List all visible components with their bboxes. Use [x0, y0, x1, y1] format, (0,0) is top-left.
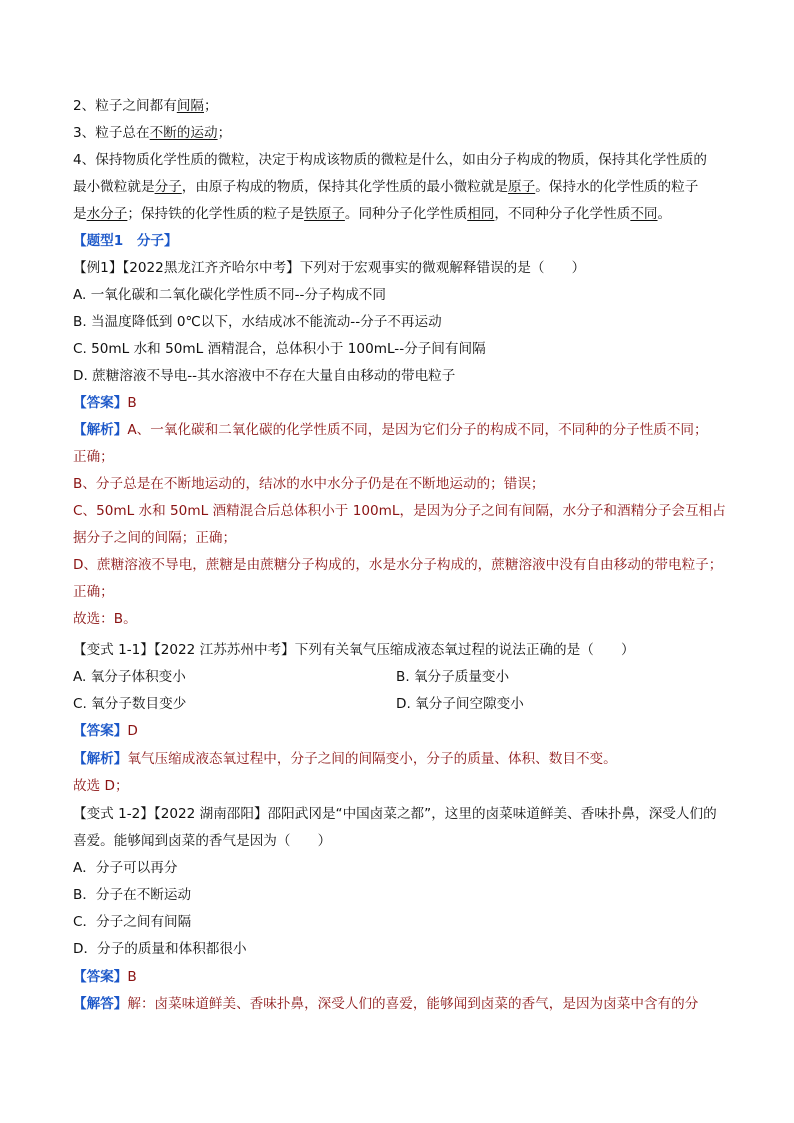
underlined-term: 不断的运动 — [149, 125, 218, 141]
underlined-term: 原子 — [508, 179, 536, 195]
variant-1-2-option-b: B．分子在不断运动 — [73, 887, 192, 903]
variant-1-2-analysis: 【解答】解：卤菜味道鲜美、香味扑鼻，深受人们的喜爱，能够闻到卤菜的香气，是因为卤菜中含有的分 — [73, 996, 699, 1012]
example-1-option-d: D. 蔗糖溶液不导电--其水溶液中不存在大量自由移动的带电粒子 — [73, 368, 456, 384]
underlined-term: 间隔 — [176, 98, 204, 114]
variant-1-1-option-d: D. 氧分子间空隙变小 — [396, 696, 524, 712]
example-1-analysis-line: 故选：B。 — [73, 611, 137, 627]
underlined-term: 水分子 — [86, 206, 128, 222]
example-1-analysis-line: D、蔗糖溶液不导电，蔗糖是由蔗糖分子构成的，水是水分子构成的，蔗糖溶液中没有自由移动的带电粒子； — [73, 557, 723, 573]
example-1-analysis-line: 【解析】A、一氧化碳和二氧化碳的化学性质不同，是因为它们分子的构成不同，不同种的分子性质不同； — [73, 422, 708, 438]
underlined-term: 铁原子 — [304, 206, 345, 222]
example-1-analysis-line: 正确； — [73, 449, 114, 465]
variant-1-2-option-c: C．分子之间有间隔 — [73, 914, 192, 930]
variant-1-1-option-c: C. 氧分子数目变少 — [73, 696, 187, 712]
variant-1-1-conclusion: 故选 D； — [73, 778, 129, 794]
example-1-answer: 【答案】B — [73, 395, 137, 411]
point-3: 3、粒子总在不断的运动； — [73, 125, 232, 141]
example-1-option-c: C. 50mL 水和 50mL 酒精混合，总体积小于 100mL--分子间有间隔 — [73, 341, 486, 357]
variant-1-1-option-b: B. 氧分子质量变小 — [396, 669, 510, 685]
variant-1-2-stem-line-2: 喜爱。能够闻到卤菜的香气是因为（ ） — [73, 833, 332, 849]
variant-1-1-analysis: 【解析】氧气压缩成液态氧过程中，分子之间的间隔变小，分子的质量、体积、数目不变。 — [73, 751, 617, 767]
underlined-term: 分子 — [154, 179, 182, 195]
point-4-line-3: 是水分子；保持铁的化学性质的粒子是铁原子。同种分子化学性质相同，不同种分子化学性质不同。 — [73, 206, 672, 222]
variant-1-2-answer: 【答案】B — [73, 969, 137, 985]
point-4-line-2: 最小微粒就是分子，由原子构成的物质，保持其化学性质的最小微粒就是原子。保持水的化学性质的粒子 — [73, 179, 699, 195]
variant-1-1-option-a: A. 氧分子体积变小 — [73, 669, 186, 685]
example-1-analysis-line: 正确； — [73, 584, 114, 600]
underlined-term: 不同 — [630, 206, 658, 222]
variant-1-1-stem: 【变式 1-1】【2022 江苏苏州中考】下列有关氧气压缩成液态氧过程的说法正确的是（ ） — [73, 642, 635, 658]
example-1-option-a: A. 一氧化碳和二氧化碳化学性质不同--分子构成不同 — [73, 287, 386, 303]
example-1-option-b: B. 当温度降低到 0℃以下，水结成冰不能流动--分子不再运动 — [73, 314, 442, 330]
variant-1-2-option-a: A．分子可以再分 — [73, 860, 178, 876]
example-1-analysis-line: 据分子之间的间隔；正确； — [73, 530, 237, 546]
variant-1-1-answer: 【答案】D — [73, 723, 138, 739]
example-1-stem: 【例1】【2022黑龙江齐齐哈尔中考】下列对于宏观事实的微观解释错误的是（ ） — [73, 260, 586, 276]
example-1-analysis-line: B、分子总是在不断地运动的，结冰的水中水分子仍是在不断地运动的；错误； — [73, 476, 545, 492]
point-2: 2、粒子之间都有间隔； — [73, 98, 218, 114]
section-heading: 【题型1 分子】 — [73, 233, 178, 249]
point-4-line-1: 4、保持物质化学性质的微粒，决定于构成该物质的微粒是什么，如由分子构成的物质，保持其化学性质的 — [73, 152, 707, 168]
variant-1-2-stem-line-1: 【变式 1-2】【2022 湖南邵阳】邵阳武冈是“中国卤菜之都”，这里的卤菜味道鲜美、香味扑鼻，深受人们的 — [73, 806, 717, 822]
variant-1-2-option-d: D．分子的质量和体积都很小 — [73, 941, 247, 957]
underlined-term: 相同 — [467, 206, 495, 222]
example-1-analysis-line: C、50mL 水和 50mL 酒精混合后总体积小于 100mL，是因为分子之间有间隔，水分子和酒精分子会互相占 — [73, 503, 726, 519]
